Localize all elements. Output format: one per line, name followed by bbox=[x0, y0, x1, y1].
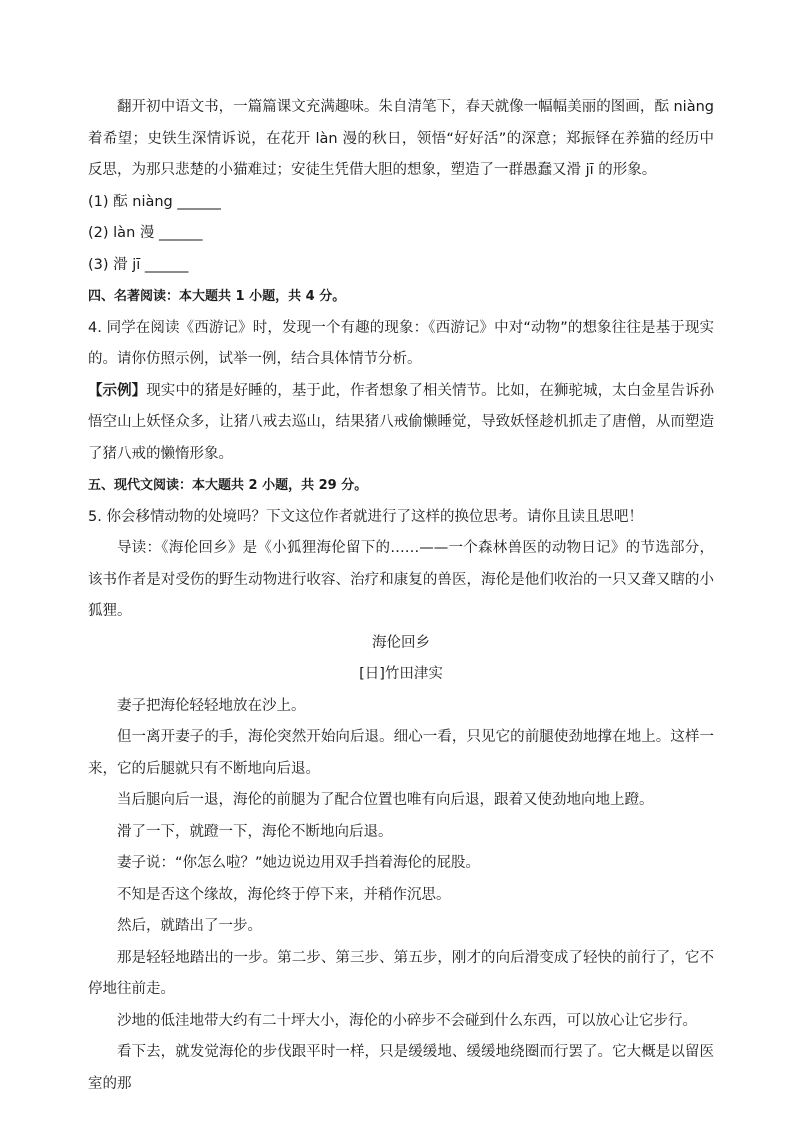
story-paragraph-9: 沙地的低洼地带大约有二十坪大小，海伦的小碎步不会碰到什么东西，可以放心让它步行。 bbox=[117, 1012, 697, 1029]
story-paragraph-4: 滑了一下，就蹬一下，海伦不断地向后退。 bbox=[117, 823, 393, 840]
q5-prompt: 5. 你会移情动物的处境吗？下文这位作者就进行了这样的换位思考。请你且读且思吧！ bbox=[88, 508, 643, 525]
story-author: [日]竹田津实 bbox=[359, 666, 443, 682]
blank-3: (3) 滑 jī ______ bbox=[88, 256, 189, 273]
blank-2: (2) làn 漫 ______ bbox=[88, 225, 203, 241]
story-paragraph-2: 但一离开妻子的手，海伦突然开始向后退。细心一看，只见它的前腿使劲地撑在地上。这样一来，它的后腿就只有不断地向后退。 bbox=[88, 729, 714, 777]
section4-header: 四、名著阅读：本大题共 1 小题，共 4 分。 bbox=[88, 289, 346, 304]
intro-paragraph: 翻开初中语文书，一篇篇课文充满趣味。朱自清笔下，春天就像一幅幅美丽的图画，酝 niàng 着希望；史铁生深情诉说，在花开 làn 漫的秋日，领悟“好好活”的深意；郑振铎在养猫的经历中反思，为那只悲楚的小猫难过；安徒生凭借大胆的想象，塑造了一群愚蠢又滑 jī 的形象。 bbox=[88, 99, 714, 178]
story-paragraph-7: 然后，就踏出了一步。 bbox=[117, 918, 262, 934]
q4-prompt: 4. 同学在阅读《西游记》时，发现一个有趣的现象：《西游记》中对“动物”的想象往往是基于现实的。请你仿照示例，试举一例，结合具体情节分析。 bbox=[88, 319, 714, 367]
story-paragraph-5: 妻子说：“你怎么啦？”她边说边用双手挡着海伦的屁股。 bbox=[117, 855, 481, 871]
example-label: 【示例】 bbox=[88, 382, 147, 399]
story-title: 海伦回乡 bbox=[372, 634, 430, 651]
section5-header: 五、现代文阅读：本大题共 2 小题，共 29 分。 bbox=[88, 478, 368, 493]
story-paragraph-10: 看下去，就发觉海伦的步伐跟平时一样，只是缓缓地、缓缓地绕圈而行罢了。它大概是以留医室的那 bbox=[88, 1044, 714, 1092]
blank-1: (1) 酝 niàng ______ bbox=[88, 193, 221, 210]
document-content bbox=[88, 92, 714, 1100]
guide-paragraph: 导读：《海伦回乡》是《小狐狸海伦留下的……——一个森林兽医的动物日记》的节选部分，该书作者是对受伤的野生动物进行收容、治疗和康复的兽医，海伦是他们收治的一只又聋又瞎的小狐狸。 bbox=[88, 540, 714, 619]
story-paragraph-1: 妻子把海伦轻轻地放在沙上。 bbox=[117, 697, 306, 714]
story-paragraph-8: 那是轻轻地踏出的一步。第二步、第三步、第五步，刚才的向后滑变成了轻快的前行了，它不停地往前走。 bbox=[88, 949, 714, 997]
story-paragraph-3: 当后腿向后一退，海伦的前腿为了配合位置也唯有向后退，跟着又使劲地向地上蹬。 bbox=[117, 792, 654, 808]
example-text: 现实中的猪是好睡的，基于此，作者想象了相关情节。比如，在狮驼城，太白金星告诉孙悟空山上妖怪众多，让猪八戒去巡山，结果猪八戒偷懒睡觉，导致妖怪趁机抓走了唐僧，从而塑造了猪八戒的懒惰形象。 bbox=[88, 382, 715, 462]
story-paragraph-6: 不知是否这个缘故，海伦终于停下来，并稍作沉思。 bbox=[117, 886, 451, 903]
example-paragraph bbox=[88, 376, 714, 471]
